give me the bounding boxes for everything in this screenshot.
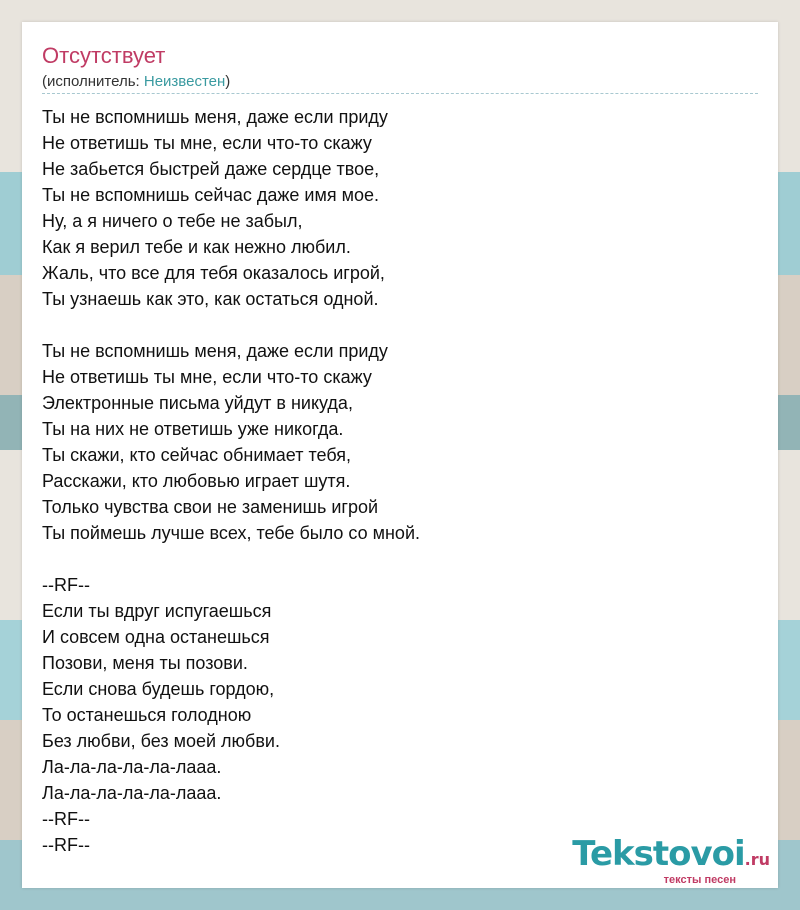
lyrics-line: Жаль, что все для тебя оказалось игрой, [42, 263, 385, 283]
lyrics-line: Позови, меня ты позови. [42, 653, 248, 673]
logo-tagline: тексты песен [663, 874, 736, 886]
lyrics-line: Ты не вспомнишь сейчас даже имя мое. [42, 185, 379, 205]
lyrics-line: Без любви, без моей любви. [42, 731, 280, 751]
lyrics-line: Не ответишь ты мне, если что-то скажу [42, 133, 372, 153]
artist-suffix: ) [225, 73, 231, 90]
lyrics-line: Ты узнаешь как это, как остаться одной. [42, 289, 379, 309]
lyrics-line: Ла-ла-ла-ла-ла-лааа. [42, 757, 222, 777]
lyrics-line: Если снова будешь гордою, [42, 679, 275, 699]
lyrics-card [22, 22, 778, 888]
header-divider [42, 93, 758, 94]
lyrics-line: --RF-- [42, 575, 90, 595]
lyrics-line: Расскажи, кто любовью играет шутя. [42, 471, 351, 491]
lyrics-line: --RF-- [42, 809, 90, 829]
lyrics-line: Как я верил тебе и как нежно любил. [42, 237, 351, 257]
lyrics-body [42, 104, 758, 884]
lyrics-line: Электронные письма уйдут в никуда, [42, 393, 353, 413]
site-logo[interactable] [572, 836, 770, 886]
lyrics-stanza [42, 104, 758, 312]
lyrics-line: И совсем одна останешься [42, 627, 270, 647]
lyrics-line: То останешься голодною [42, 705, 252, 725]
lyrics-line: Ты скажи, кто сейчас обнимает тебя, [42, 445, 351, 465]
lyrics-line: Ты не вспомнишь меня, даже если приду [42, 341, 388, 361]
lyrics-line: Ты не вспомнишь меня, даже если приду [42, 107, 388, 127]
lyrics-line: Ты поймешь лучше всех, тебе было со мной. [42, 523, 420, 543]
lyrics-stanza [42, 572, 758, 858]
lyrics-stanza [42, 338, 758, 546]
lyrics-line: --RF-- [42, 835, 90, 855]
logo-main-text: Tekstovoi [572, 834, 745, 874]
lyrics-line: Ты на них не ответишь уже никогда. [42, 419, 344, 439]
lyrics-line: Не ответишь ты мне, если что-то скажу [42, 367, 372, 387]
lyrics-line: Ну, а я ничего о тебе не забыл, [42, 211, 303, 231]
lyrics-line: Только чувства свои не заменишь игрой [42, 497, 379, 517]
logo-tld: .ru [744, 850, 770, 869]
logo-wordmark [572, 836, 770, 878]
lyrics-line: Если ты вдруг испугаешься [42, 601, 272, 621]
song-title: Отсутствует [42, 43, 166, 68]
artist-link[interactable]: Неизвестен [143, 73, 226, 90]
lyrics-line: Ла-ла-ла-ла-ла-лааа. [42, 783, 222, 803]
artist-line [42, 72, 230, 92]
lyrics-line: Не забьется быстрей даже сердце твое, [42, 159, 380, 179]
artist-prefix: (исполнитель: [42, 73, 144, 90]
